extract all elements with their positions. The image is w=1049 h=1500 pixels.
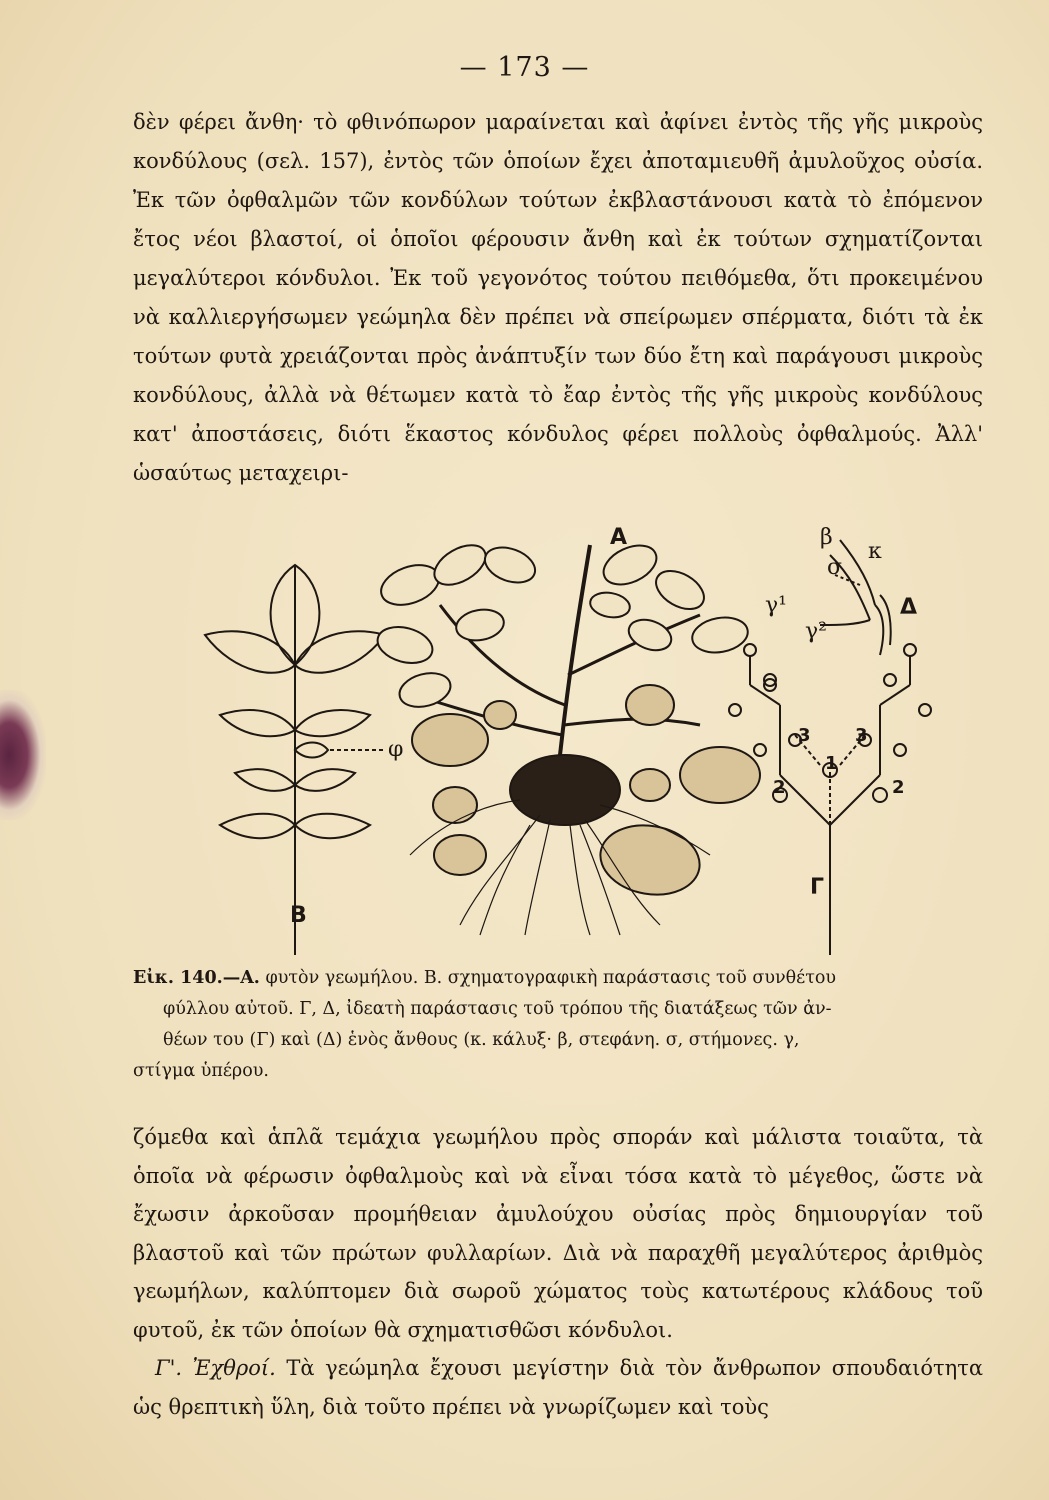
inflorescence-diagram	[729, 644, 931, 955]
bottom-paragraph-2-text: Τὰ γεώμηλα ἔχουσι μεγίστην διὰ τὸν ἄνθρωπον σπουδαιότητα ὡς θρεπτικὴ ὕλη, διὰ τοῦτο πρέπει νὰ γνωρίζωμεν καὶ τοὺς	[133, 1356, 983, 1419]
bottom-text-block	[133, 1118, 983, 1426]
caption-line-2: φύλλου αὐτοῦ. Γ, Δ, ἰδεατὴ παράστασις τοῦ τρόπου τῆς διατάξεως τῶν ἀν-	[163, 999, 832, 1019]
figure-caption	[133, 963, 978, 1087]
label-B: B	[290, 903, 307, 928]
compound-leaf-diagram	[205, 565, 385, 955]
top-paragraph: δὲν φέρει ἄνθη· τὸ φθινόπωρον μαραίνεται καὶ ἀφίνει ἐντὸς τῆς γῆς μικροὺς κονδύλους (σελ. 157), ἐντὸς τῶν ὁποίων ἔχει ἀποταμιευθῆ ἀμυλοῦχος οὐσία. Ἐκ τῶν ὀφθαλμῶν τῶν κονδύλων τούτων ἐκβλαστάνουσι κατὰ τὸ ἐπόμενον ἔτος νέοι βλαστοί, οἱ ὁποῖοι φέρουσιν ἄνθη καὶ ἐκ τούτων σχηματίζονται μεγαλύτεροι κόνδυλοι. Ἐκ τοῦ γεγονότος τούτου πειθόμεθα, ὅτι προκειμένου νὰ καλλιεργήσωμεν γεώμηλα δὲν πρέπει νὰ σπείρωμεν σπέρματα, διότι τὰ ἐκ τούτων φυτὰ χρειάζονται πρὸς ἀνάπτυξίν των δύο ἔτη καὶ παράγουσι μικροὺς κονδύλους, ἀλλὰ νὰ θέτωμεν κατὰ τὸ ἔαρ ἐντὸς τῆς γῆς μικροὺς κονδύλους κατ' ἀποστάσεις, διότι ἕκαστος κόνδυλος φέρει πολλοὺς ὀφθαλμούς. Ἀλλ' ὡσαύτως μεταχειρι-	[133, 110, 983, 485]
label-gamma1: γ¹	[765, 593, 787, 618]
label-1: 1	[825, 753, 838, 774]
page-number: — 173 —	[459, 52, 590, 83]
label-A: A	[610, 525, 628, 550]
label-kappa: κ	[868, 539, 882, 564]
page-edge-stain	[0, 690, 46, 820]
label-3-left: 3	[798, 725, 811, 746]
caption-line-1-text: φυτὸν γεωμήλου. B. σχηματογραφικὴ παράστασις τοῦ συνθέτου	[259, 968, 837, 988]
label-phi: φ	[388, 737, 404, 762]
label-gamma2: γ²	[805, 619, 827, 644]
top-text-block	[133, 103, 983, 493]
bottom-paragraph-1: ζόμεθα καὶ ἁπλᾶ τεμάχια γεωμήλου πρὸς σποράν καὶ μάλιστα τοιαῦτα, τὰ ὁποῖα νὰ φέρωσιν ὀφθαλμοὺς καὶ νὰ εἶναι τόσα κατὰ τὸ μέγεθος, ὥστε νὰ ἔχωσιν ἀρκοῦσαν προμήθειαν ἀμυλούχου οὐσίας πρὸς δημιουργίαν τοῦ βλαστοῦ καὶ τῶν πρώτων φυλλαρίων. Διὰ νὰ παραχθῆ μεγαλύτερος ἀριθμὸς γεωμήλων, καλύπτομεν διὰ σωροῦ χώματος τοὺς κατωτέρους κλάδους τοῦ φυτοῦ, ἐκ τῶν ὁποίων θὰ σχηματισθῶσι κόνδυλοι.	[133, 1125, 983, 1342]
caption-lead: Εἰκ. 140.—A.	[133, 968, 260, 988]
label-3-right: 3	[855, 725, 868, 746]
figure-140	[180, 525, 980, 965]
caption-line-4: στίγμα ὑπέρου.	[133, 1061, 269, 1081]
label-2-right: 2	[892, 777, 905, 798]
label-2-left: 2	[773, 777, 786, 798]
label-Gamma: Γ	[810, 875, 825, 900]
bottom-paragraph-2	[133, 1349, 983, 1426]
label-sigma: σ	[827, 555, 843, 580]
section-heading-enemies: Γ'. Ἐχθροί.	[155, 1356, 276, 1380]
label-Delta: Δ	[900, 595, 918, 620]
potato-plant-drawing	[374, 537, 760, 935]
caption-line-3: θέων του (Γ) καὶ (Δ) ἑνὸς ἄνθους (κ. κάλυξ· β, στεφάνη. σ, στήμονες. γ,	[163, 1030, 800, 1050]
label-beta: β	[820, 525, 833, 550]
caption-line-1	[133, 963, 978, 994]
